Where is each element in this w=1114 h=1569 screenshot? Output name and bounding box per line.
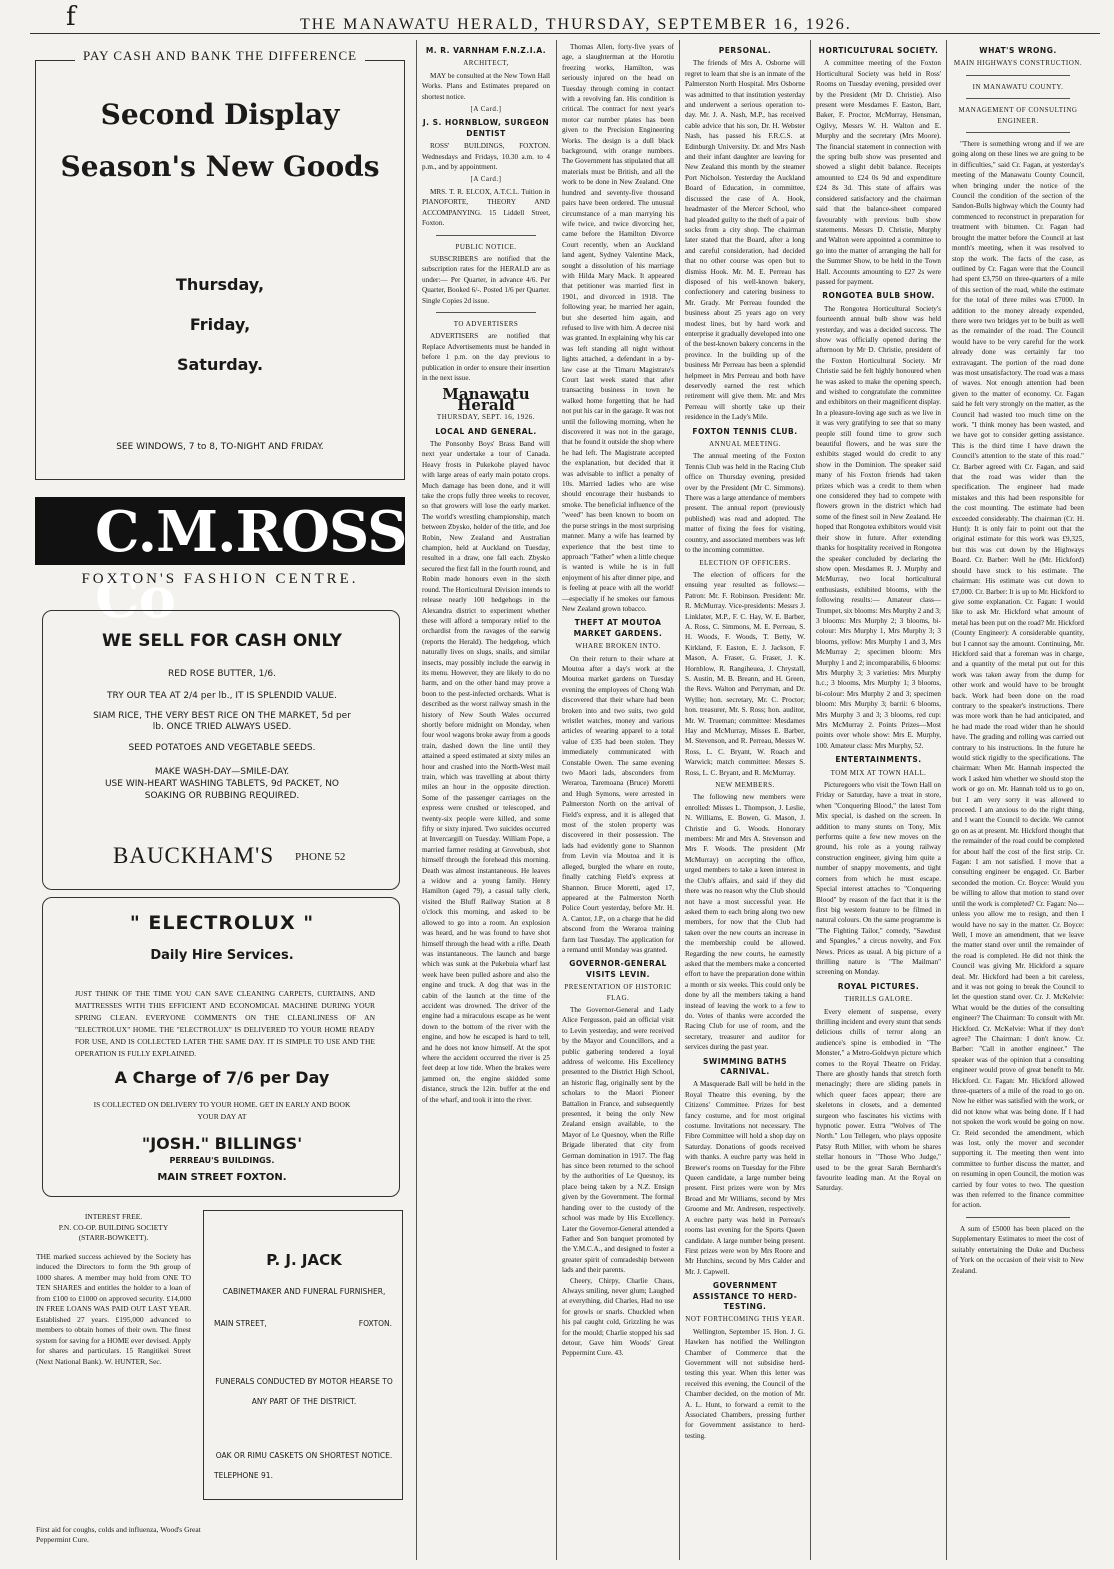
news-column-5 (952, 42, 1084, 1552)
members-heading: NEW MEMBERS. (715, 781, 775, 790)
display-ad-line1: Second Display (100, 98, 340, 131)
bauckham-line: SEED POTATOES AND VEGETABLE SEEDS. (128, 743, 316, 753)
entertainments-body: Picturegoers who visit the Town Hall on Friday or Saturday, have a treat in store, when "Conquering Blood," the latest Tom Mix special, is dashed on the screen. In addition to many stunts on Tony, Mix performs quite a few new moves on the ground, his role as a young railway construction engineer, giving him quite a number of snappy movements, and tight corners from which he must escape. Special interest attaches to "Conquering Blood" by reason of the fact that it is the first big western feature to be filmed in natural colours. On the same programme is "The Fighting Tailor," comedy, "Sawdust and Spangles," a circus novelty, and Fox News. Prices as usual. A big picture of a thrilling nature is "The Mailman" screening on Monday. (816, 781, 941, 977)
bulb-show-heading: RONGOTEA BULB SHOW. (822, 291, 935, 301)
election-heading: ELECTION OF OFFICERS. (699, 558, 791, 567)
swimming-heading: SWIMMING BATHS CARNIVAL. (703, 1056, 787, 1076)
electrolux-name: "JOSH." BILLINGS' (141, 1134, 303, 1153)
folio-mark: f (66, 2, 76, 32)
column-rule (810, 40, 811, 1560)
news-column-2 (562, 42, 674, 1552)
jack-funeral: FUNERALS CONDUCTED BY MOTOR HEARSE TO (215, 1377, 393, 1386)
bauckham-line: MAKE WASH-DAY—SMILE-DAY. (154, 767, 290, 777)
tennis-body: The annual meeting of the Foxton Tennis Club was held in the Racing Club office on Thursday evening, presided over by the President (Mr C. Simmons). There was a large attendance of members present. The annual report (previously published) was read and adopted. The matter of fixing the fees for visiting, country, and associated members was left to the incoming committee. (685, 452, 805, 555)
governor-sub: PRESENTATION OF HISTORIC FLAG. (564, 983, 672, 1002)
electrolux-bldg: PERREAU'S BUILDINGS. (169, 1156, 275, 1165)
notice-heading: PUBLIC NOTICE. (455, 242, 517, 251)
electrolux-street: MAIN STREET FOXTON. (157, 1172, 287, 1183)
coop-notice (36, 1212, 191, 1367)
card-label: [A Card.] (470, 105, 502, 114)
personal-body: The friends of Mrs A. Osborne will regret to learn that she is an inmate of the Palmerston North Hospital. Mrs Osborne was admitted to that institution yesterday and underwent a serious operation to-day. Mr. J. A. Nash, M.P., has received cable advice that his son, Dr. H. Webster Nash, has passed his F.R.C.S. at Edinburgh University. Dr. and Mrs Nash and their infant daughter are leaving for New Zealand this month by the steamer Port Nicholson. Yesterday the Auckland Board of Education, in committee, discussed the case of A. Hook, headmaster of the Mercer School, who had pleaded guilty to the theft of a pair of socks from a city shop. The chairman later stated that the Board, after a long and careful consideration, had decided that no other course was open but to dismiss Hook. Mr. M. E. Perreau has disposed of his well-known bakery, confectionery and catering business to Mr. Grady. Mr Perreau founded the business about 25 years ago on very modest lines, but by hard work and enterprise it gradually developed into one of the best-known bakery concerns in the province. In the building up of the business Mr Perreau has been a splendid helpmeet in Mrs Perreau and both have deservedly earned the rest which retirement will give them. Mr. and Mrs Perreau will shortly take up their residence in the Lady's Mile. (685, 59, 805, 422)
electrolux-charge: A Charge of 7/6 per Day (114, 1068, 330, 1087)
whats-wrong-heading: WHAT'S WRONG. (979, 46, 1057, 55)
highways-body: "There is something wrong and if we are going along on these lines we are going to be in difficulties," said Cr. Fagan, at yesterday's meeting of the Manawatu County Council, when bringing under the notice of the Council the condition of the section of the Sandon-Bulls highway which the County had commenced to reconstruct in preparation for treatment with bitumen. Cr. Fagan had brought the matter before the Council at last month's meeting, when it was resolved to stop the work. The facts of the case, as outlined by Cr. Fagan were that the Council had spent £3,750 on three-quarters of a mile of this section of the road, while the estimate for the total of three miles was £7000. In addition to the money already expended, there were two bridges yet to be built as well as the remainder of the road. The Council would have to be very careful for the work already done was certainly far too extravagant. The portion of the road done was most unsatisfactory. The road was a mass of waves. Not enough attention had been given to the matter of economy. Cr. Fagan said he felt very strongly on the matter, as the Council had wasted too much time on the work. "I think money has been wasted, and we have got to consider getting assistance. This is the third time I have drawn the Council's attention to the state of this road." Cr. Barber agreed with Cr. Fagan, and said that the road was wider than the specification. The engineer had made mistakes and this had been responsible for the cost mounting. The estimate had been exceeded considerably. The chairman (Cr. H. Hunt): It is only fair to point out that the original estimate for this work was £9,325, but this was cut down by the Highways Board. Cr. Barber: Well he (Mr. Hickford) should have stuck to his estimate. The chairman: His estimate was cut down to £7,000. Cr. Barber: It is up to Mr. Hickford to give some explanation. Cr. Fagan: I would like to ask Mr. Hickford what amount of metal has been put on the road? Mr. Hickford (County Engineer): A considerable quantity, but I cannot say the amount. Continuing, Mr. Hickford said that a foreman was in charge, and a quantity of the metal put out for this work was taken away from the dump for other work and would have to be brought back. Work had been done on the road contrary to the speaker's instructions. There was more work than he had anticipated, and he had made the road wider than he should have. The grading and rolling was carried out contrary to his instructions. In the future he would stick rigidly to the specifications. The chairman: When Mr. Hannah inspected the work I asked him whether we should stop the work or go on. Mr. Hannah told us to go on, but I am very sorry it was allowed to proceed. I am anxious to do the right thing, and I want the Council to decide. We cannot go on as at present. Mr. Hickford thought that the remainder of the road could be completed for about half the cost of the first strip. Cr. Fagan: I am not satisfied. I move that a consulting engineer be engaged. Cr. Barber seconded the motion. Cr. Boyce: Would you be willing to allow that motion to stand over until the work is completed? Cr. Fagan: No—unless you allow me to resign, and then I would have no say in the matter. Cr. Boyce: Well, I move an amendment, that we leave the matter stand over until the remainder of the road is completed. He did not think the Council was giving Mr. Hickford a square deal. Mr. Hickford had been a bit careless, and it was not going to break the Council to let the question stand over. Cr. J. McKelvie: What would be the duties of the consulting engineer? The Chairman: To consult with Mr. Hickford. Cr. McKelvie: What if they don't agree? The Chairman: I don't know. Cr. Barber: "Call in another engineer." The speaker was of the opinion that a consulting engineer would prove of great benefit to Mr. Hickford. Cr. Fagan: Mr. Hickford allowed three-quarters of a mile of the road to go on. Now he either was satisfied with the work, or did not know what was being done. If I had not spoken the work would be going on now. Cr. Reid seconded the amendment, which was lost, only the mover and seconder supporting it. The meeting then went into committee to further discuss the matter, and on resuming in open Council, the motion was carried by four votes to two. The question was then referred to the finance committee for action. (952, 140, 1084, 1210)
advertisers-heading: TO ADVERTISERS (453, 319, 519, 328)
news-body: Thomas Allen, forty-five years of age, a slaughterman at the Horotiu freezing works, Hamilton, was seriously injured on the head on Tuesday through coming in contact with a revolving fan. His condition is critical. The contract for next year's motor car number plates has been given to the Precision Engineering Works. The design is a dull black background, with orange numbers. The Government has stipulated that all materials must be British, and all the work to be done in New Zealand. One hundred and seventy-five thousand pairs have been ordered. The unusual circumstance of a man marrying his wife twice, and twice divorcing her, came before the Hamilton Divorce Court recently, when an Auckland land agent, Sydney Valentine Mack, sought a dissolution of his marriage with Hilda Mary Mack. It appeared that petitioner was married first in 1901, and divorced in 1918. The following year, he married her again, but she deserted him again, and refused to live with him. A decree nisi was granted. In explaining why his car was left standing all night without lights attached, a defendant in a by-law case at the Timaru Magistrate's Court last week stated that after transacting business in town he walked home forgetting that he had not put his car in the garage. It was not until the following morning, when he discovered it was not in the garage, that he found it outside the shop where he had left. The Magistrate accepted the explanation, but decided that it was advisable to inflict a penalty of 10s. Married ladies who are wise should encourage their husbands to smoke. The beneficial influence of the "weed" has been known to boom on the purse strings in the most surprising manner. Many a wife has learned by experience that the best time to approach "Father" when a little cheque is wanted is while he is in full enjoyment of his after dinner pipe, and is feeling at peace with all the world!—especially if he smokes our famous New Zealand grown tobacco. (562, 43, 674, 613)
news-column-1 (422, 42, 550, 1552)
separator (436, 312, 536, 313)
electrolux-collect: IS COLLECTED ON DELIVERY TO YOUR HOME. GET IN EARLY AND BOOK (93, 1100, 351, 1109)
jack-town: FOXTON. (358, 1319, 392, 1328)
coop-body: THE marked success achieved by the Society has induced the Directors to form the 9th group of 1000 shares. A member may hold from ONE TO TEN SHARES and entitles the holder to a loan of from £100 to £1000 on approved security. £14,000 IN FREE LOANS WAS PAID OUT LAST YEAR. Established 27 years. £195,000 advanced to members to obtain homes of their own. The finest system for saving for a HOME ever devised. Apply for shares and particulars. 15 Rangitikei Street (Next National Bank). W. HUNTER, Sec. (36, 1251, 191, 1366)
issue-date: THURSDAY, SEPT. 16, 1926. (436, 413, 536, 422)
horticultural-body: A committee meeting of the Foxton Horticultural Society was held in Ross' Rooms on Tuesday evening, presided over by the President (Mr D. Christie). Also present were Mesdames F. Easton, Barr, Baker, F. Proctor, McMurray, Hensman, Ogilvy, Messrs W. H. Walton and E. Murphy and the secretary (Mrs Moore). The financial statement in connection with the spring bulb show was presented and showed a slight debit balance. Receipts amounted to £24 0s 9d and expenditure £24 8s 3d. This state of affairs was considered satisfactory and the chairman said that the balance-sheet compared favourably with previous bulb show statements. Messrs D. Christie, Murphy and Walton were appointed a committee to go into the matter of arranging the hall for the Summer Show, to be held in the Town Hall. Accounts amounting to £27 2s were passed for payment. (816, 59, 941, 286)
separator (966, 1217, 1070, 1218)
royal-heading: ROYAL PICTURES. (837, 981, 920, 991)
coop-title: (STARR-BOWKETT). (78, 1233, 149, 1242)
jack-ad (203, 1210, 403, 1500)
hornblow-body: ROSS' BUILDINGS, FOXTON. Wednesdays and Fridays, 10.30 a.m. to 4 p.m., and by appointment. (422, 142, 550, 172)
electrolux-ad (42, 897, 400, 1197)
column-rule (679, 40, 680, 1560)
bauckham-line: lb. ONCE TRIED ALWAYS USED. (152, 722, 292, 732)
electrolux-body: JUST THINK OF THE TIME YOU CAN SAVE CLEANING CARPETS, CURTAINS, AND MATTRESSES WITH THIS EFFICIENT AND ECONOMICAL MACHINE DURING YOUR SPRING CLEAN. EVERYONE COMMENTS ON THE CLEANLINESS OF AN "ELECTROLUX" HOME. THE "ELECTROLUX" IS DELIVERED TO YOUR HOME READY FOR USE, AND IS COLLECTED LATER THE SAME DAY. IT IS SIMPLE TO USE AND THE OPERATION IS FULLY EXPLAINED. (75, 989, 375, 1058)
royal-sub: THRILLS GALORE. (844, 995, 913, 1004)
moutoa-sub: WHARE BROKEN INTO. (575, 642, 661, 651)
county-sub: IN MANAWATU COUNTY. (972, 82, 1064, 91)
bauckham-phone: PHONE 52 (295, 851, 346, 863)
moutoa-heading: THEFT AT MOUTOA MARKET GARDENS. (573, 618, 663, 638)
entertainments-sub: TOM MIX AT TOWN HALL. (830, 768, 927, 777)
swimming-body: A Masquerade Ball will be held in the Royal Theatre this evening, by the Citizens' Committee. Prizes for best fancy costume, and for most original costume. Invitations not necessary. The Fibre Committee will hold a shop day on Saturday. Donations of goods received with thanks. A euchre party was held in Brewer's rooms on Tuesday for the Fibre Queen candidate, a large number being present. First prizes were won by Mrs Broad and Mr Williams, second by Mrs Groome and Mr. Andresen, respectively. A euchre party was held in Perreau's rooms last evening for the Sports Queen candidate. A large number being present. First prizes were won by Mrs Roore and Mr Hutchins, second by Mrs Calder and Mr. J. Capwell. (685, 1080, 805, 1276)
elcox-notice: MRS. T. R. ELCOX, A.T.C.L. Tuition in PIANOFORTE, THEORY AND ACCOMPANYING. 15 Liddell Street, Foxton. (422, 187, 550, 228)
news-column-4 (816, 42, 941, 1552)
masthead-rule (30, 33, 1100, 34)
bauckham-ad (42, 610, 400, 890)
varnham-heading: M. R. VARNHAM F.N.Z.I.A. (425, 46, 547, 55)
tennis-sub: ANNUAL MEETING. (709, 440, 781, 449)
highways-sub: MAIN HIGHWAYS CONSTRUCTION. (953, 59, 1083, 68)
separator (436, 235, 536, 236)
bauckham-name: BAUCKHAM'S (113, 843, 275, 868)
royal-body: Every element of suspense, every thrilling incident and every stunt that sends delicious chills of terror along an audience's spine is embodied in "The Monster," a Metro-Goldwyn picture which comes to the Royal Theatre on Friday. There are ghostly hands that stretch forth menacingly; there are sliding panels in which queer faces appear; there are skeletons in closets, and a demented surgeon who fascinates his victims with hypnotic power. Extra "Wolves of The North." Lou Tellegen, who plays opposite Patsy Ruth Miller, with whom he shares stellar honours in "Those Who Judge," used to be the great Sarah Bernhardt's favourite leading man. At the Royal on Saturday. (816, 1007, 941, 1193)
varnham-sub: ARCHITECT, (463, 59, 509, 68)
moutoa-body: On their return to their whare at Moutoa after a day's work at the Moutoa market gardens on Tuesday evening the employees of Chong Wah discovered that their whare had been broken into and two suits, two gold wristlet watches, money and various articles of wearing apparel to a total value of £35 had been stolen. They immediately communicated with Constable Owen. The same evening two Maori lads, absconders from Weraroa, Taremoana (Bruce) Moretti and Hugh Symons, were arrested in Palmerston North on the arrival of Field's express, and it is alleged that most of the stolen property was discovered in their possession. The lads had evidently gone to Shannon from Levin via Moutoa and it is alleged, burgled the whare en route, finally catching Field's express at Shannon. Bruce Moretti, aged 17, appeared at the Palmerston North Police Court yesterday, before Mr. H. A. Cantor, J.P., on a charge that he did abscond from the Weraroa training farm last Tuesday. The application for a remand until Monday was granted. (562, 654, 674, 954)
estimates-note: A sum of £5000 has been placed on the Supplementary Estimates to meet the cost of suitably entertaining the Duke and Duchess of York on the occasion of their visit to New Zealand. (952, 1224, 1084, 1275)
members-body: The following new members were enrolled: Misses L. Thompson, J. Leslie, N. Williams, E. Bowen, G. Mason, J. Christie and G. Woods. Honorary members: Mr and Mrs A. Stevenson and Mrs F. Woods. The president (Mr McMurray) on accepting the office, urged members to take a keen interest in the Club's affairs, and said if they did there was no reason why the Club should not have a most successful year. He asked them to each bring along two new members, for now that the Club had taken over the new courts an increase in the membership could be allowed. Regarding the new courts, he earnestly asked that the members make a concerted effort to have the preparation done within a month or six weeks. This could only be done by all the members taking a hand instead of leaving the work to a few to do. Votes of thanks were accorded the Racing Club for use of room, and the secretary, treasurer and auditor for services during the past year. (685, 793, 805, 1052)
jack-funeral: ANY PART OF THE DISTRICT. (251, 1397, 357, 1406)
notice-body: SUBSCRIBERS are notified that the subscription rates for the HERALD are as under:— Per Quarter, in advance 4/6. Per Quarter, Booked 6/-. Posted 1/6 per Quarter. Single Copies 2d issue. (422, 254, 550, 305)
display-ad-line2: Season's New Goods (60, 150, 380, 183)
bauckham-line: SOAKING OR RUBBING REQUIRED. (144, 791, 300, 801)
display-ad (35, 40, 405, 480)
news-column-3 (685, 42, 805, 1552)
coop-title: INTEREST FREE. (84, 1212, 143, 1221)
personal-heading: PERSONAL. (718, 46, 772, 55)
jack-caskets: OAK OR RIMU CASKETS ON SHORTEST NOTICE. (215, 1451, 393, 1460)
tennis-heading: FOXTON TENNIS CLUB. (692, 426, 798, 436)
entertainments-heading: ENTERTAINMENTS. (835, 755, 922, 765)
coop-title: P.N. CO-OP. BUILDING SOCIETY (58, 1222, 169, 1232)
local-general-body: The Ponsonby Boys' Brass Band will next year undertake a tour of Canada. Heavy frosts in Pukekohe played havoc with large areas of early main potato crops. Much damage has been done, and it will take the crops fully three weeks to recover, so that growers will lose the early market. The world's wrestling championship, match between Zbysko, holder of the title, and Joe Robin, New Zealand and Australian champion, held at Auckland on Tuesday, resulted in a draw, one fall each. Zbysko secured the first fall in the fourth round, and Robin made honours even in the sixth round. The Horticultural Division intends to release nearly 100 hedgehogs in the Alexandra district to experiment whether these will afford a temporary relief to the orchardist from the ravages of the earwig (reports the Herald). The hedgehog, which naturally lives on slugs, snails, and similar insects, may possibly include the earwig in its menu. However, they are likely to do no harm, and on the other hand may prove a boon to the pest-infected orchards. What is described as the worst railway smash in the history of New South Wales occurred shortly before midnight on Monday, when four wool wagons broke away from a goods train, dashed down the line until they attained a speed estimated at sixty miles an hour and crashed into the North-West mail train, which was travelling at about thirty miles an hour in the opposite direction. Some of the passenger carriages on the express were crushed or telescoped, and twenty-six people were killed, and some fifty or sixty injured. Two suicides occurred at Invercargill on Tuesday. William Pope, a married farmer residing at Grovebush, shot himself through the forehead this morning. Death was almost instantaneous. He leaves a widow and a young family. Henry Hamilton (aged 79), a casual tally clerk, visited the Bluff Railway Station at 8 o'clock this morning, and asked to be allowed to go into a room. An explosion was heard, and he was found to have shot himself through the head with a rifle. Death was instantaneous. The launch and barge which was sunk at the Pukehuia wharf last week have been pulled ashore and also the engine and truck. A dog that was in the cabin of the launch at the time of the accident was drowned. The driver of the engine had a miraculous escape as he went down to the bottom of the river with the engine, and how he escaped is hard to tell, and he does not know himself. At the spot where the accident occurred the river is 25 feet deep at low tide. When the brakes were jammed on, the engine skidded some distance, struck the 12in. buffer at the end of the wharf, and took it into the river. (422, 440, 550, 1104)
electrolux-collect: YOUR DAY AT (197, 1112, 247, 1121)
varnham-body: MAY be consulted at the New Town Hall Works. Plans and Estimates prepared on shortest notice. (422, 71, 550, 101)
jack-name: P. J. JACK (266, 1251, 342, 1269)
ross-ad (35, 497, 407, 631)
separator (966, 132, 1070, 133)
jack-phone: TELEPHONE 91. (214, 1471, 273, 1480)
column-rule (556, 40, 557, 1560)
bauckham-line: SIAM RICE, THE VERY BEST RICE ON THE MARKET, 5d per (93, 711, 351, 721)
display-ad-day3: Saturday. (176, 355, 264, 374)
election-body: The election of officers for the ensuing year resulted as follows:— Patron: Mr. F. Robinson. President: Mr. R. McMurray. Vice-presidents: Messrs J. Linklater, M.P., F. C. Hay, W. E. Barber, A. Ross, C. Simmons, M. E. Perreau, S. H. Woods, F. Woods, T. Betty, W. Kirkland, F. Easton, E. J. Jackson, F. Mason, A. Fraser, G. Fraser, J. K. Hornblow, R. Rangiheuea, J. Chrystall, S. Austin, M. B. Breann, and H. Green, the Revs. Walton and Perryman, and Dr. Wyllie; hon. secretary, Mr. C. Proctor; hon. treasurer, Mr. S. Ross; hon. auditor, Mr. W. Trueman; committee: Mesdames Hay and McMurray, Misses E. Barber, M. Stevenson, and R. Perreau, Messrs W. Ross, L. C. Bryant, W. Roach and Warwick; match committee: Messrs S. Ross, L. C. Bryant, and R. McMurray. (685, 570, 805, 777)
bulb-show-body: The Rongotea Horticultural Society's fourteenth annual bulb show was held yesterday, and was a decided success. The show was officially opened during the afternoon by Mr D. Christie, president of the Foxton Horticultural Society. Mr Christie said he felt highly honoured when he was asked to make the opening speech, and wished to congratulate the committee and exhibitors on their magnificent display. In a pleasure-loving age such as we live in it was very gratifying to see that so many people still found time to grow such beautiful flowers, and he was sure the exhibits staged would do credit to any show in the Dominion. The speaker said many of his Foxton friends had taken prizes which was a credit to them when one considered they had to compete with flowers grown in the district which had some of the finest soil in New Zealand. He hoped that Rongotea exhibitors would visit their show in future. After extending thanks for hospitality received in Rongotea the speaker concluded by declaring the show open. Mesdames R. J. Murphy and McMurray, two local horticultural enthusiasts, exhibited blooms, with the following results:— Amateur class—Trumpet, six blooms: Mrs Murphy 2 and 3; 3 blooms: Mrs Murphy 2; 3 blooms, bi-colour: Mrs Murphy 1, Mrs Murphy 3; 3 blooms, yellow: Mrs Murphy 1 and 3, Mrs McMurray 2; specimen bloom: Mrs Murphy 1 and 2; incomparabilis, 6 blooms: Mrs Murphy 3; 3 varieties: Mrs Murphy h.c.; 3 blooms, Mrs Murphy 1; 3 blooms, bi-colour: Mrs Murphy 2 and 3; specimen bloom: Mrs Murphy 3; barrii: 6 blooms, Mrs Murphy 3 and 3; 3 blooms, red cup: Mrs McMurray 2. Points Prizes—Most points over whole show: Mrs E. Murphy, 100. Amateur class: Mrs Murphy, 52. (816, 304, 941, 750)
peppermint-poem: Cheery, Chirpy, Charlie Chaus, Always smiling, never glum; Laughed at everything, did Charles, Had no use for growls or snarls. Chuckled when his pal caught cold, Grizzling he was for the mould; Charlie stopped his sad detour, Gave him Woods' Great Peppermint Cure. 43. (562, 1276, 674, 1358)
herd-body: Wellington, September 15. Hon. J. G. Hawken has notified the Wellington Chamber of Commerce that the Government will not subsidise herd-testing this year. When this letter was received this evening, the Council of the Chamber decided, on the motion of Mr. A. L. Hunt, to forward a remit to the Associated Chambers, pressing further for Government assistance to herd-testing. (685, 1327, 805, 1440)
page-title: THE MANAWATU HERALD, THURSDAY, SEPTEMBER 16, 1926. (300, 16, 852, 33)
ross-tagline: FOXTON'S FASHION CENTRE. (81, 571, 359, 587)
bauckham-line: RED ROSE BUTTER, 1/6. (168, 669, 276, 679)
local-general-heading: LOCAL AND GENERAL. (435, 426, 537, 436)
electrolux-sub: Daily Hire Services. (150, 948, 294, 963)
column-rule (946, 40, 947, 1560)
column-rule (416, 40, 417, 1560)
display-ad-banner: PAY CASH AND BANK THE DIFFERENCE (75, 48, 365, 64)
display-ad-day2: Friday, (189, 315, 251, 334)
jack-street: MAIN STREET, (214, 1319, 267, 1328)
masthead (0, 0, 1114, 34)
bauckham-heading: WE SELL FOR CASH ONLY (102, 631, 342, 651)
bauckham-line: TRY OUR TEA AT 2/4 per lb., IT IS SPLENDID VALUE. (107, 691, 337, 701)
display-ad-note: SEE WINDOWS, 7 to 8, TO-NIGHT AND FRIDAY. (116, 442, 324, 452)
woods-note: First aid for coughs, colds and influenza, Wood's Great Peppermint Cure. (36, 1525, 201, 1544)
engineer-sub: MANAGEMENT OF CONSULTING ENGINEER. (958, 106, 1078, 125)
card-label: [A Card.] (470, 175, 502, 184)
separator (966, 75, 1070, 76)
newspaper-nameplate: Manawatu Herald (442, 385, 530, 414)
herd-sub: NOT FORTHCOMING THIS YEAR. (685, 1315, 805, 1324)
governor-heading: GOVERNOR-GENERAL VISITS LEVIN. (569, 959, 667, 979)
herd-heading: GOVERNMENT ASSISTANCE TO HERD-TESTING. (692, 1281, 798, 1311)
advertisers-body: ADVERTISERS are notified that Replace Advertisements must be handed in before 1 p.m. on the day previous to publication in order to ensure their insertion in the next issue. (422, 332, 550, 382)
hornblow-heading: J. S. HORNBLOW, SURGEON DENTIST (422, 118, 550, 138)
separator (966, 98, 1070, 99)
electrolux-heading: " ELECTROLUX " (129, 912, 315, 934)
ross-logo: C.M.ROSS Co (95, 499, 407, 631)
bauckham-line: USE WIN-HEART WASHING TABLETS, 9d PACKET, NO (104, 779, 340, 789)
jack-line: CABINETMAKER AND FUNERAL FURNISHER, (222, 1287, 386, 1296)
display-ad-day1: Thursday, (175, 275, 265, 294)
horticultural-heading: HORTICULTURAL SOCIETY. (818, 46, 939, 55)
governor-body: The Governor-General and Lady Alice Fergusson, paid an official visit to Levin yesterday, and were received by the Mayor and Councillors, and a public gathering tendered a loyal address of welcome. His Excellency presented to the District High School, an historic flag, originally sent by the scholars to the Maori Pioneer Battalion in France, and subsequently presented, it being the only New Zealand ensign available, to the Mayor of Le Quesnoy, when the Rifle Brigade liberated that city from German domination in 1917. The flag has since been returned to the school by the authorities of Le Quesnoy, its place being taken by a N.Z. Ensign given by the Government. The formal handing over to the custody of the school was made by His Excellency. Later the Governor-General attended a Father and Son banquet promoted by the Y.M.C.A., and designed to foster a greater spirit of comradeship between lads and their parents. (562, 1005, 674, 1275)
